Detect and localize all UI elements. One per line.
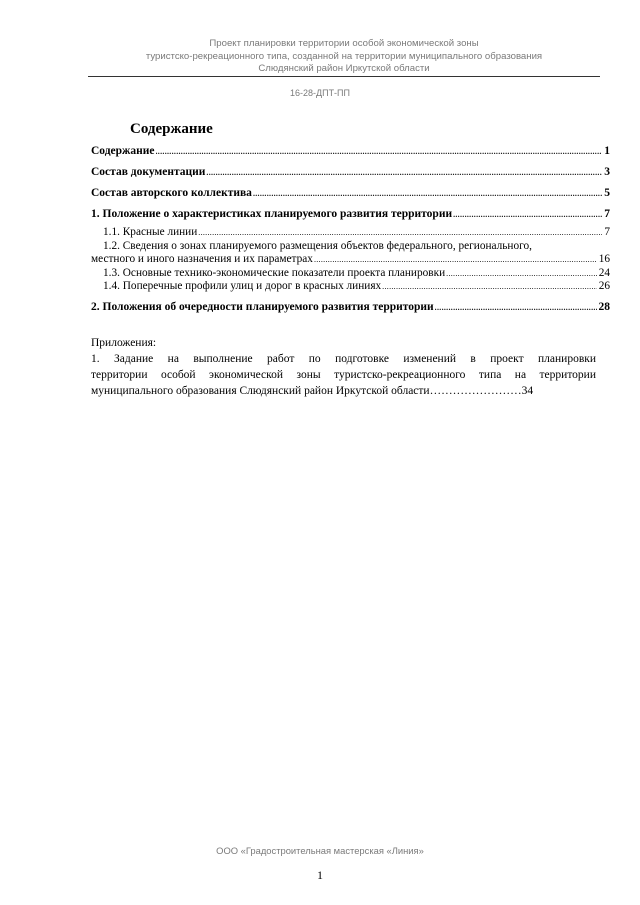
- toc-entry-1-1[interactable]: [91, 226, 610, 240]
- toc-entry-page: 5: [604, 187, 610, 199]
- toc-entry-section-2[interactable]: [91, 301, 610, 314]
- dot-leader: [382, 280, 597, 294]
- header-rule: [88, 76, 600, 77]
- appendix-item-1: [91, 351, 596, 399]
- toc-entry-1-4[interactable]: [91, 280, 610, 294]
- toc-entry-label: 1.1. Красные линии: [103, 226, 198, 238]
- appendix-heading: Приложения:: [91, 337, 157, 349]
- toc-entry-page: 28: [598, 300, 610, 313]
- dot-leader: [253, 187, 602, 200]
- toc-entry-page: 24: [598, 266, 610, 279]
- dot-leader: [198, 226, 602, 240]
- toc-entry-section-1[interactable]: [91, 208, 610, 221]
- toc-entry-page: 7: [604, 226, 610, 238]
- header-line-3: Слюдянский район Иркутской области: [258, 63, 430, 74]
- toc-entry-page: 16: [598, 253, 610, 265]
- toc-entry-documentation[interactable]: [91, 166, 610, 179]
- running-header: [88, 38, 600, 76]
- toc-entry-page: 1: [604, 145, 610, 157]
- appendix-line-1: 1. Задание на выполнение работ по подготовке изменений в проект планировки: [91, 353, 596, 365]
- toc-entry-label: 1. Положение о характеристиках планируемого развития территории: [91, 208, 453, 220]
- document-code: 16-28-ДПТ-ПП: [289, 88, 350, 98]
- footer-company: ООО «Градостроительная мастерская «Линия»: [216, 845, 424, 856]
- toc-entry-label-line-2: местного и иного назначения и их параметрах: [91, 253, 313, 265]
- toc-entry-authors[interactable]: [91, 187, 610, 200]
- toc-entry-label: 1.3. Основные технико-экономические показатели проекта планировки: [103, 266, 446, 279]
- toc-entry-label: 2. Положения об очередности планируемого развития территории: [91, 300, 434, 313]
- appendix-line-2: территории особой экономической зоны туристско-рекреационного типа на территории: [91, 369, 596, 381]
- dot-leader: [446, 267, 597, 281]
- toc-entry-page: 3: [604, 166, 610, 178]
- dot-leader: [435, 301, 597, 314]
- toc-entry-page: 26: [598, 280, 610, 292]
- dot-leader: [453, 208, 602, 221]
- toc-entry-contents[interactable]: [91, 145, 610, 158]
- header-line-1: Проект планировки территории особой экономической зоны: [209, 38, 479, 49]
- toc-title: Содержание: [130, 121, 213, 137]
- toc-entry-label: Состав авторского коллектива: [91, 187, 252, 199]
- dot-leader: [314, 253, 597, 267]
- toc-entry-label: 1.4. Поперечные профили улиц и дорог в красных линиях: [103, 280, 382, 292]
- appendix-section: [91, 336, 596, 399]
- appendix-line-3: муниципального образования Слюдянский район Иркутской области……………………34: [91, 385, 534, 397]
- toc-entry-label-line-1: 1.2. Сведения о зонах планируемого размещения объектов федерального, регионального,: [103, 239, 532, 252]
- dot-leader: [206, 166, 602, 179]
- toc-entry-label: Содержание: [91, 145, 155, 157]
- table-of-contents: [91, 145, 610, 314]
- dot-leader: [156, 145, 603, 158]
- toc-entry-label: Состав документации: [91, 166, 206, 178]
- toc-entry-page: 7: [604, 208, 610, 220]
- page-number: 1: [317, 868, 323, 882]
- toc-entry-1-3[interactable]: [91, 267, 610, 281]
- header-line-2: туристско-рекреационного типа, созданной на территории муниципального образования: [145, 50, 543, 62]
- toc-entry-1-2[interactable]: [91, 240, 610, 267]
